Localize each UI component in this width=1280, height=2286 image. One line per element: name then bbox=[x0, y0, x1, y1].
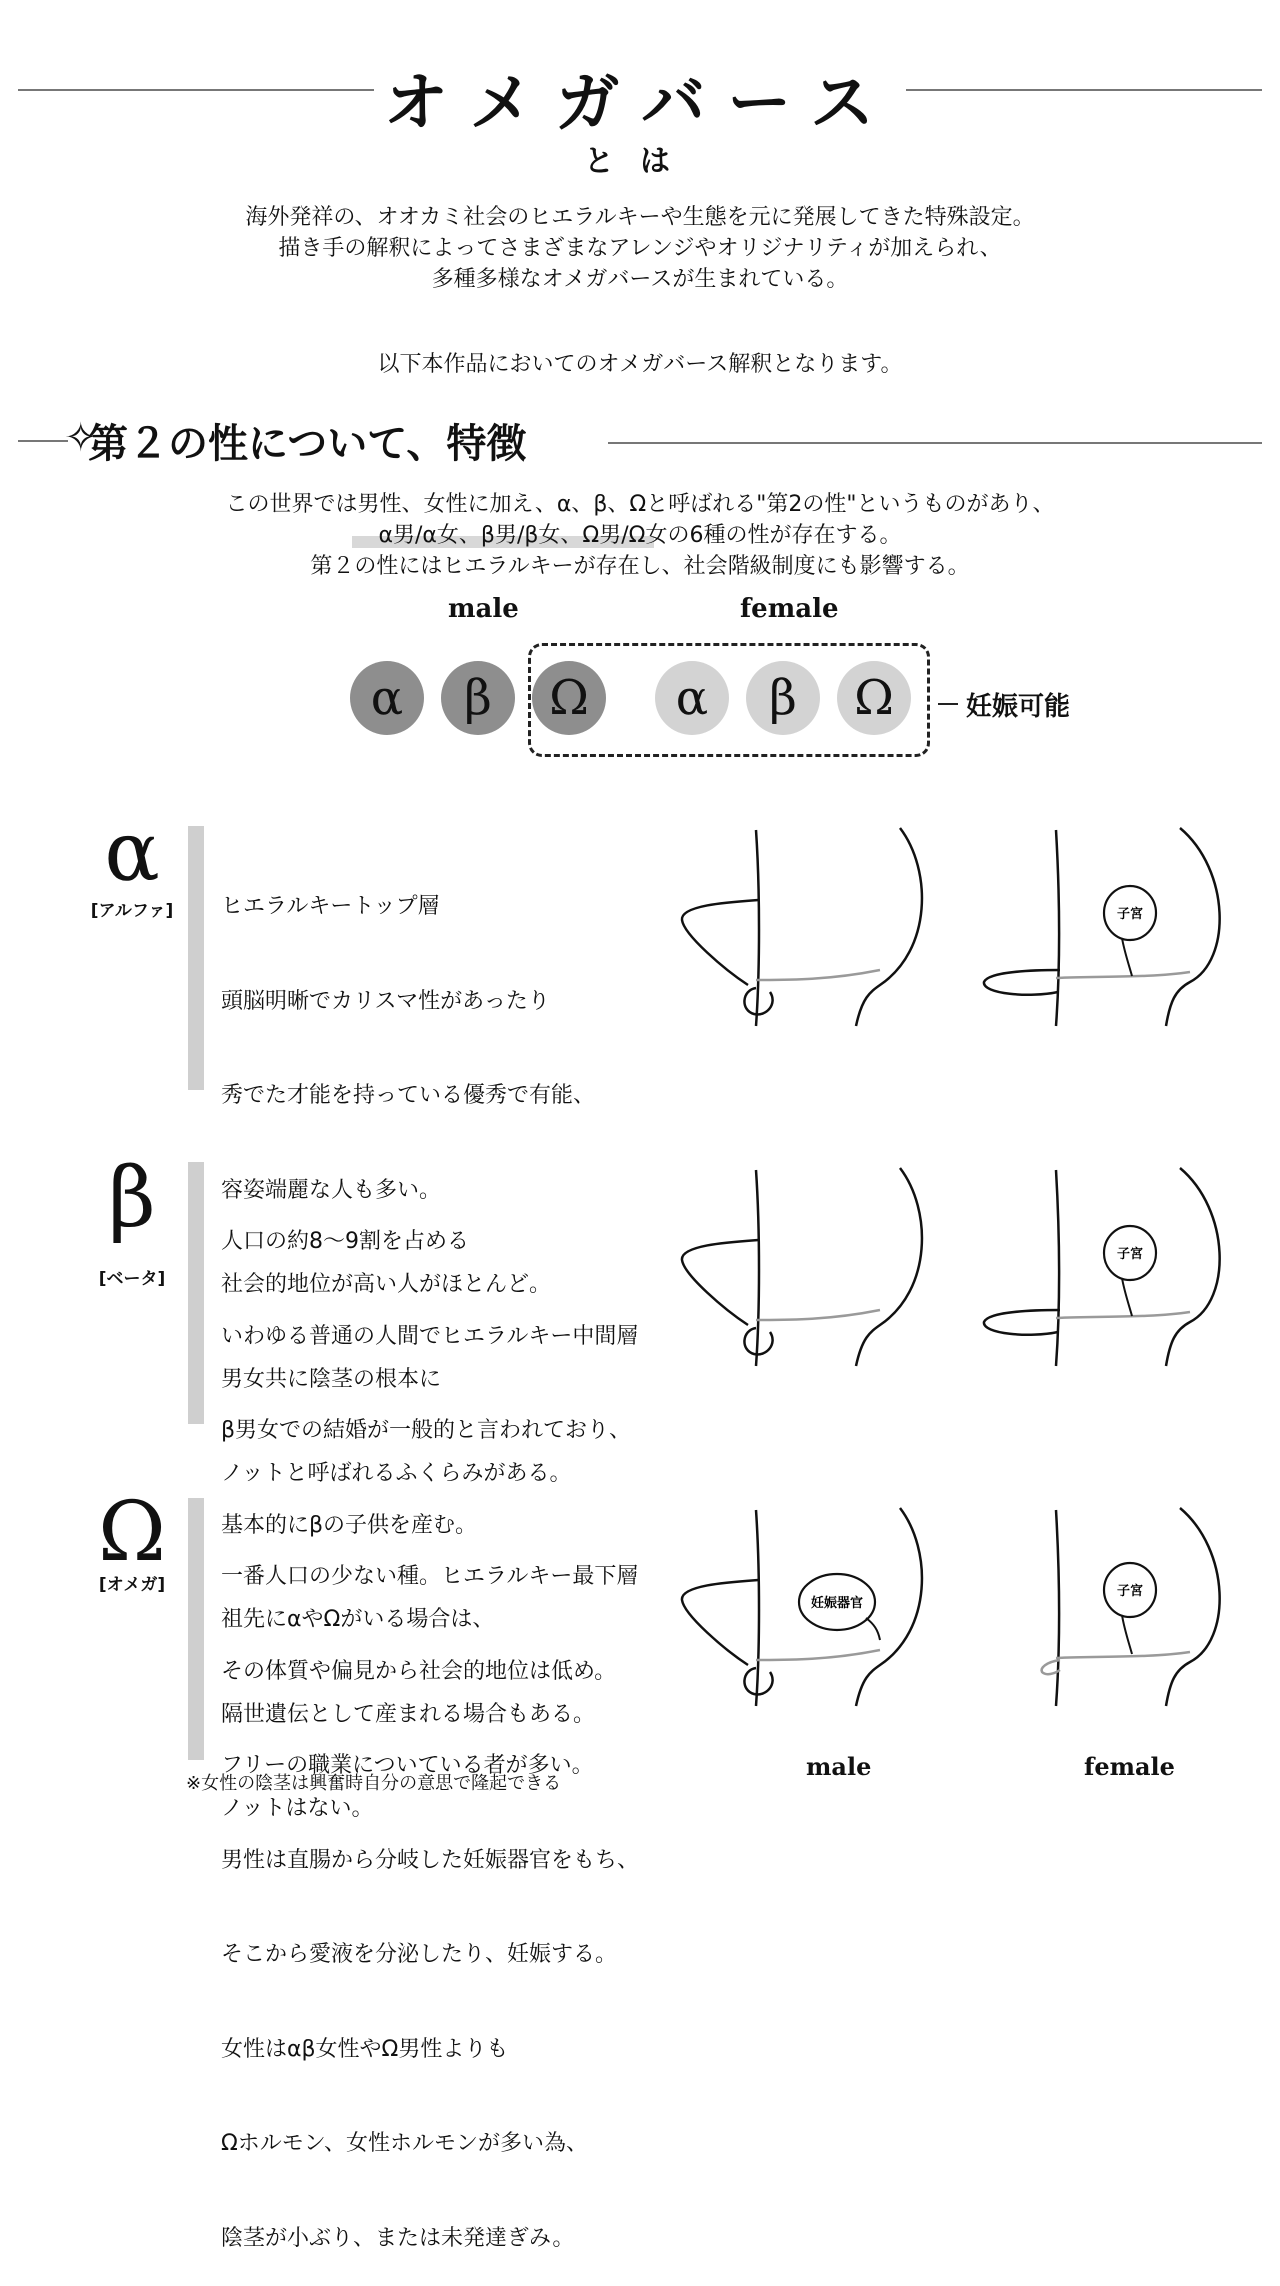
pregnancy-label: 妊娠可能 bbox=[966, 692, 1071, 722]
omega-male-figure bbox=[670, 1500, 930, 1710]
female-beta-circle: β bbox=[746, 661, 820, 735]
omega-female-organ-label: 子宮 bbox=[1116, 1584, 1144, 1599]
omega-description bbox=[221, 1498, 639, 2286]
alpha-bar bbox=[188, 826, 204, 1090]
alpha-line-5: 社会的地位が高い人がほとんど。 bbox=[221, 1272, 552, 1297]
omega-line-2: その体質や偏見から社会的地位は低め。 bbox=[221, 1658, 617, 1684]
intro-note: 以下本作品においてのオメガバース解釈となります。 bbox=[377, 352, 903, 377]
section-rule-right bbox=[608, 442, 1262, 444]
alpha-female-organ-label: 子宮 bbox=[1116, 907, 1144, 922]
omega-line-3: フリーの職業についている者が多い。 bbox=[221, 1753, 594, 1778]
beta-line-1: 人口の約8〜9割を占める bbox=[221, 1229, 469, 1254]
beta-line-6: 隔世遺伝として産まれる場合もある。 bbox=[221, 1701, 596, 1727]
intro-line-3: 多種多様なオメガバースが生まれている。 bbox=[431, 267, 849, 292]
male-beta-circle: β bbox=[441, 661, 515, 735]
beta-female-figure bbox=[970, 1160, 1270, 1370]
intro-line-1: 海外発祥の、オオカミ社会のヒエラルキーや生態を元に発展してきた特殊設定。 bbox=[245, 205, 1035, 230]
omega-symbol: Ω bbox=[98, 1485, 166, 1580]
alpha-female-figure bbox=[970, 820, 1270, 1030]
intro-line-2: 描き手の解釈によってさまざまなアレンジやオリジナリティが加えられ、 bbox=[278, 236, 1002, 261]
female-omega-circle: Ω bbox=[837, 661, 911, 735]
omega-line-8: 陰茎が小ぶり、または未発達ぎみ。 bbox=[221, 2225, 575, 2251]
sparkle-icon: ✧ bbox=[64, 415, 98, 461]
alpha-symbol: α bbox=[104, 805, 160, 900]
omega-line-7: Ωホルモン、女性ホルモンが多い為、 bbox=[221, 2131, 589, 2156]
alpha-line-3: 秀でた才能を持っている優秀で有能、 bbox=[221, 1083, 596, 1108]
alpha-line-4: 容姿端麗な人も多い。 bbox=[221, 1177, 442, 1203]
section-line-2: α男/α女、β男/β女、Ω男/Ω女の6種の性が存在する。 bbox=[378, 523, 902, 548]
pregnancy-pointer bbox=[938, 703, 958, 705]
beta-bar bbox=[188, 1162, 204, 1424]
beta-male-figure bbox=[670, 1160, 930, 1370]
alpha-line-1: ヒエラルキートップ層 bbox=[221, 894, 440, 919]
omega-female-figure bbox=[970, 1500, 1270, 1710]
omega-male-organ-label: 妊娠器官 bbox=[810, 1596, 864, 1611]
section-title: 第２の性について、特徴 bbox=[88, 420, 527, 467]
page-title: オメガバース bbox=[383, 67, 897, 141]
figure-female-label: female bbox=[1084, 1752, 1175, 1781]
omega-line-6: 女性はαβ女性やΩ男性よりも bbox=[221, 2036, 509, 2062]
omega-bar bbox=[188, 1498, 204, 1760]
beta-female-organ-label: 子宮 bbox=[1116, 1247, 1144, 1262]
beta-line-3: β男女での結婚が一般的と言われており、 bbox=[221, 1418, 632, 1443]
female-label: female bbox=[740, 594, 839, 624]
page-subtitle: とは bbox=[584, 144, 696, 179]
pregnancy-capable-box bbox=[528, 643, 930, 757]
beta-line-4: 基本的にβの子供を産む。 bbox=[221, 1512, 478, 1538]
figure-male-label: male bbox=[806, 1752, 872, 1781]
alpha-male-figure bbox=[670, 820, 930, 1030]
male-omega-circle: Ω bbox=[532, 661, 606, 735]
omega-line-4: 男性は直腸から分岐した妊娠器官をもち、 bbox=[221, 1847, 640, 1873]
beta-line-7: ノットはない。 bbox=[221, 1796, 374, 1821]
alpha-line-7: ノットと呼ばれるふくらみがある。 bbox=[221, 1461, 572, 1486]
omega-name: [オメガ] bbox=[98, 1575, 166, 1595]
section-line-3: 第２の性にはヒエラルキーが存在し、社会階級制度にも影響する。 bbox=[310, 554, 970, 579]
section-rule-left bbox=[18, 440, 68, 442]
omega-line-1: 一番人口の少ない種。ヒエラルキー最下層 bbox=[221, 1564, 639, 1589]
male-label: male bbox=[448, 594, 519, 624]
alpha-name: [アルファ] bbox=[90, 901, 174, 921]
beta-line-5: 祖先にαやΩがいる場合は、 bbox=[221, 1607, 495, 1632]
section-line-1: この世界では男性、女性に加え、α、β、Ωと呼ばれる"第2の性"というものがあり、 bbox=[225, 492, 1055, 517]
alpha-line-6: 男女共に陰茎の根本に bbox=[221, 1366, 442, 1392]
beta-symbol: β bbox=[108, 1151, 156, 1246]
male-alpha-circle: α bbox=[350, 661, 424, 735]
alpha-line-2: 頭脳明晰でカリスマ性があったり bbox=[221, 988, 550, 1014]
omega-line-5: そこから愛液を分泌したり、妊娠する。 bbox=[221, 1942, 618, 1967]
beta-line-2: いわゆる普通の人間でヒエラルキー中間層 bbox=[221, 1323, 639, 1349]
footnote: ※女性の陰茎は興奮時自分の意思で隆起できる bbox=[186, 1773, 562, 1794]
beta-name: [ベータ] bbox=[98, 1269, 166, 1289]
female-alpha-circle: α bbox=[655, 661, 729, 735]
